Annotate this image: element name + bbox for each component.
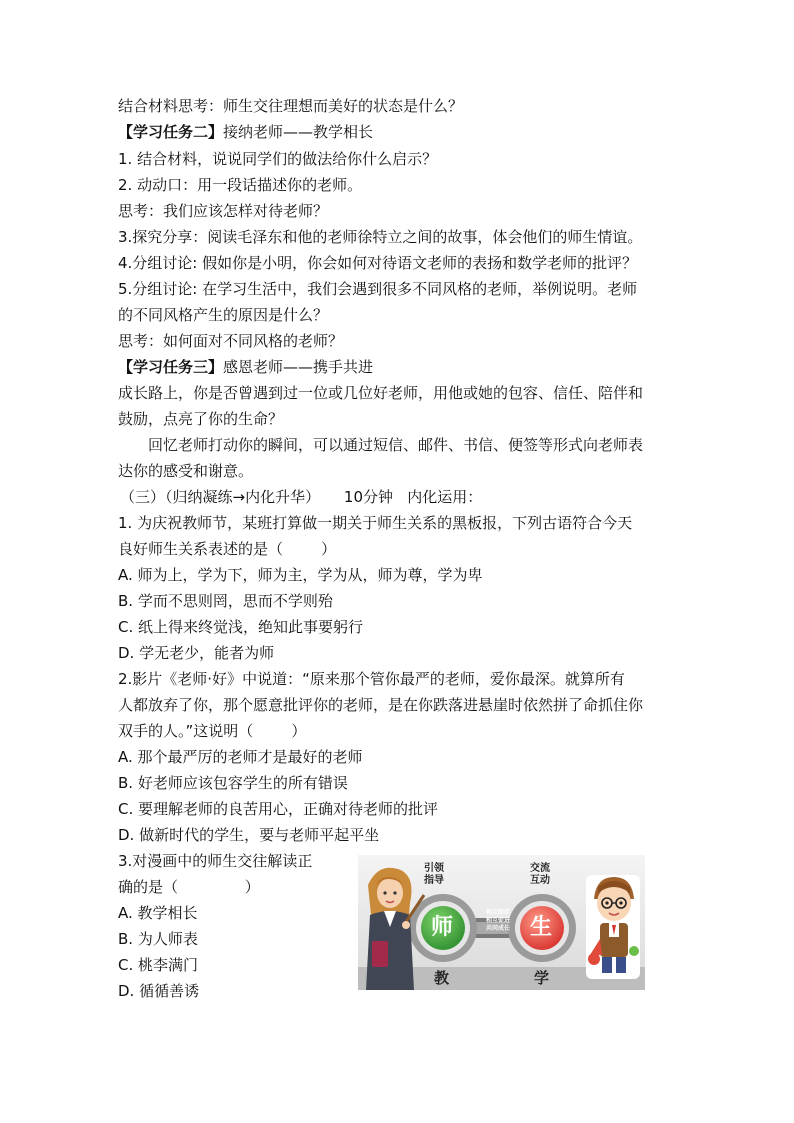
option-a: A. 师为上，学为下，师为主，学为从，师为尊，学为卑: [118, 566, 483, 584]
text-line: 双手的人。”这说明（ ）: [118, 722, 307, 740]
option-b: B. 为人师表: [118, 930, 198, 948]
question-2: 2.影片《老师·好》中说道：“原来那个管你最严的老师，爱你最深。就算所有: [118, 670, 625, 688]
option-a: A. 那个最严厉的老师才是最好的老师: [118, 748, 363, 766]
option-b: B. 学而不思则罔，思而不学则殆: [118, 592, 333, 610]
text-line: 达你的感受和谢意。: [118, 462, 254, 480]
label-interact: 交流 互动: [530, 863, 550, 886]
text-line: 的不同风格产生的原因是什么？: [118, 306, 329, 324]
label-teach: 教: [434, 969, 450, 987]
text-line: 回忆老师打动你的瞬间，可以通过短信、邮件、书信、便签等形式向老师表: [148, 436, 644, 454]
text-line: 2. 动动口：用一段话描述你的老师。: [118, 176, 363, 194]
text-line: 3.探究分享：阅读毛泽东和他的老师徐特立之间的故事，体会他们的师生情谊。: [118, 228, 643, 246]
option-c: C. 桃李满门: [118, 956, 199, 974]
text-line: 思考：我们应该怎样对待老师？: [118, 202, 329, 220]
text-line: 成长路上，你是否曾遇到过一位或几位好老师，用他或她的包容、信任、陪伴和: [118, 384, 644, 402]
text-line: 鼓励，点亮了你的生命？: [118, 410, 284, 428]
text-line: 4.分组讨论: 假如你是小明，你会如何对待语文老师的表扬和数学老师的批评？: [118, 254, 638, 272]
text-line: 【学习任务二】接纳老师——教学相长: [118, 123, 374, 141]
section-heading: 【学习任务三】: [118, 358, 224, 376]
option-a: A. 教学相长: [118, 904, 198, 922]
text-line: 良好师生关系表述的是（ ）: [118, 540, 337, 558]
option-d: D. 学无老少，能者为师: [118, 644, 275, 662]
question-3: 3.对漫画中的师生交往解读正: [118, 852, 313, 870]
teacher-char: 师: [431, 915, 454, 940]
option-b: B. 好老师应该包容学生的所有错误: [118, 774, 348, 792]
option-d: D. 做新时代的学生，要与老师平起平坐: [118, 826, 380, 844]
option-c: C. 纸上得来终觉浅，绝知此事要躬行: [118, 618, 364, 636]
student-figure: [586, 875, 640, 979]
text-line: （三）（归纳凝练→内化升华） 10分钟 内化运用：: [120, 488, 483, 506]
text-line: 结合材料思考：师生交往理想而美好的状态是什么？: [118, 97, 464, 115]
text-line: 5.分组讨论: 在学习生活中，我们会遇到很多不同风格的老师，举例说明。老师: [118, 280, 638, 298]
text-line: 人都放弃了你，那个愿意批评你的老师，是在你跌落进悬崖时依然拼了命抓住你: [118, 696, 644, 714]
section-heading: 【学习任务二】: [118, 123, 224, 141]
option-c: C. 要理解老师的良苦用心，正确对待老师的批评: [118, 800, 439, 818]
label-learn: 学: [534, 969, 550, 987]
text-line: 确的是（ ）: [118, 878, 260, 896]
text-line: 1. 结合材料，说说同学们的做法给你什么启示？: [118, 150, 438, 168]
option-d: D. 循循善诱: [118, 982, 200, 1000]
teacher-student-cartoon: [358, 855, 645, 990]
label-guide: 引领 指导: [424, 863, 444, 886]
center-motto: 相互陪伴 相互促进 共同成长: [485, 909, 510, 932]
text-line: 思考：如何面对不同风格的老师？: [118, 332, 344, 350]
question-1: 1. 为庆祝教师节，某班打算做一期关于师生关系的黑板报，下列古语符合今天: [118, 514, 633, 532]
student-char: 生: [530, 915, 553, 940]
text-line: 【学习任务三】感恩老师——携手共进: [118, 358, 374, 376]
